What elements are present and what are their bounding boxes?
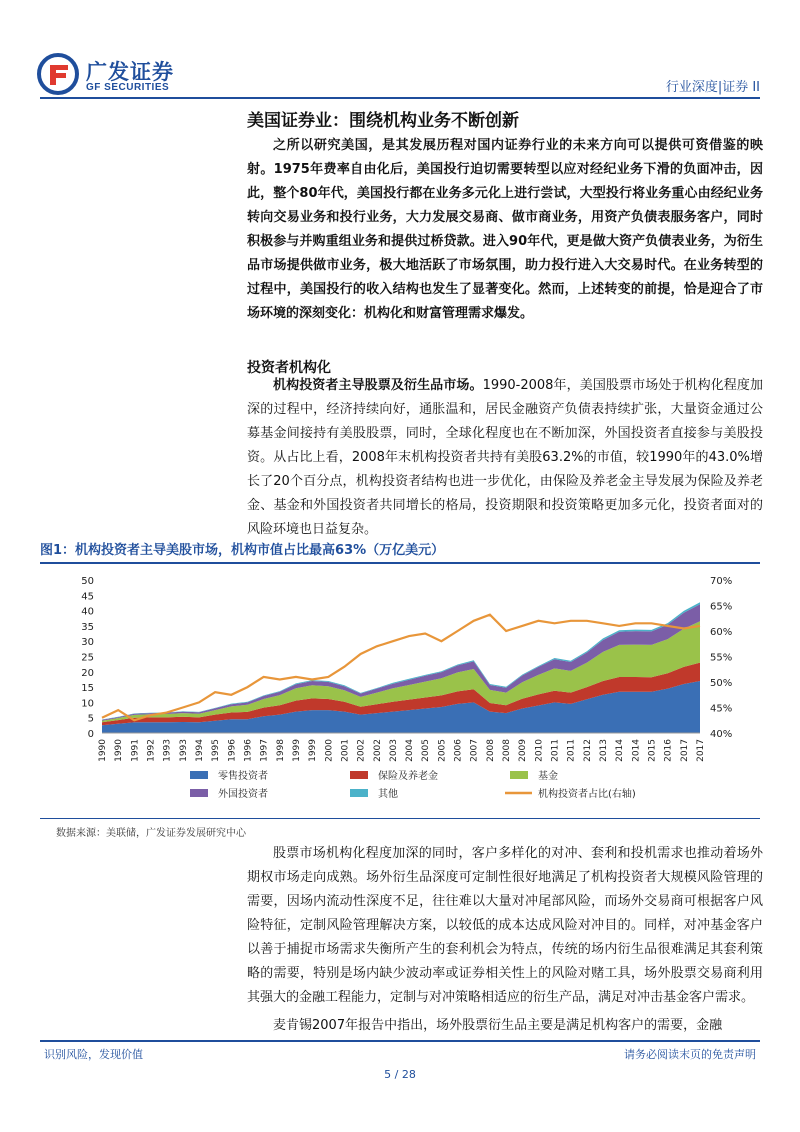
x-tick-label: 2005: [421, 739, 432, 762]
lead-body: 1990-2008年，美国股票市场处于机构化程度加深的过程中，经济持续向好，通胀温和，居民金融资产负债表持续扩张，大量资金通过公募基金间接持有美股股票，同时，全球化程度也在不断加深，外国投资者直接参与美股投资。从占比上看，2008年末机构投资者共持有美股63.2%的市值，较1990年的43.0%增长了20个百分点，机构投资者结构也进一步优化，由保险及养老金主导发展为保险及养老金、基金和外国投资者共同增长的格局，投资期限和投资策略更加多元化，投资者面对的风险环境也日益复杂。: [247, 378, 763, 537]
x-tick-label: 1999: [308, 739, 319, 762]
x-tick-label: 2017: [696, 739, 706, 762]
figure-top-rule: [40, 562, 760, 564]
y-tick-label: 40: [81, 606, 94, 618]
x-tick-label: 1993: [178, 739, 189, 762]
x-tick-label: 2011: [550, 739, 561, 762]
x-tick-label: 2010: [534, 739, 545, 762]
legend-swatch: [190, 771, 208, 779]
y-tick-label: 50: [81, 576, 94, 587]
y2-tick-label: 60%: [710, 627, 733, 638]
x-tick-label: 1995: [211, 739, 222, 762]
legend-swatch: [350, 789, 368, 797]
header-divider: [40, 97, 760, 99]
y2-tick-label: 45%: [710, 703, 733, 715]
x-tick-label: 1991: [130, 739, 141, 762]
x-tick-label: 2008: [502, 739, 513, 762]
report-category: 行业深度|证券 II: [665, 80, 760, 95]
lead-sentence: 机构投资者主导股票及衍生品市场。: [273, 378, 483, 393]
y2-tick-label: 50%: [710, 678, 733, 689]
section-title: 美国证券业：围绕机构业务不断创新: [247, 111, 519, 131]
brand-name: 广发证券: [86, 60, 174, 84]
y-tick-label: 25: [81, 652, 94, 664]
y-tick-label: 35: [81, 621, 94, 633]
x-tick-label: 2013: [599, 739, 610, 762]
x-tick-label: 2015: [647, 739, 658, 762]
legend-label: 机构投资者占比(右轴): [538, 789, 636, 800]
x-tick-label: 1993: [162, 739, 173, 762]
x-tick-label: 2008: [485, 739, 496, 762]
legend-swatch: [190, 789, 208, 797]
y-tick-label: 10: [81, 698, 94, 710]
footer-slogan: 识别风险，发现价值: [44, 1048, 143, 1061]
y-tick-label: 30: [81, 637, 94, 649]
x-tick-label: 2014: [615, 739, 626, 762]
x-tick-label: 2000: [324, 739, 335, 762]
body-paragraph-1: 股票市场机构化程度加深的同时，客户多样化的对冲、套利和投机需求也推动着场外期权市场走向成熟。场外衍生品深度可定制性很好地满足了机构投资者大规模风险管理的需要，因场内流动性深度不足，往往难以大量对冲尾部风险，而场外交易商可根据客户风险特征，定制风险管理解决方案，以较低的成本达成风险对冲目的。同样，对冲基金客户以善于捕捉市场需求失衡所产生的套利机会为特点，传统的场内衍生品很难满足其套利策略的需要，特别是场内缺少波动率或证券相关性上的风险对赌工具，场外股票交易商利用其强大的金融工程能力，定制与对冲策略相适应的衍生产品，满足对冲击基金客户需求。: [247, 846, 763, 1005]
x-tick-label: 2002: [356, 739, 367, 762]
x-tick-label: 1994: [194, 739, 205, 762]
legend-label: 基金: [538, 771, 558, 782]
legend-label: 其他: [378, 789, 398, 800]
subsection-paragraph: [247, 374, 763, 542]
x-tick-label: 2007: [469, 739, 480, 762]
y2-tick-label: 70%: [710, 576, 733, 587]
x-tick-label: 1996: [227, 739, 238, 762]
stacked-area-chart: [40, 566, 760, 814]
x-tick-label: 2003: [388, 739, 399, 762]
x-tick-label: 1990: [98, 739, 108, 762]
x-tick-label: 1997: [259, 739, 270, 762]
x-tick-label: 1998: [275, 739, 286, 762]
x-tick-label: 1990: [114, 739, 125, 762]
x-tick-label: 2005: [437, 739, 448, 762]
x-tick-label: 2002: [372, 739, 383, 762]
body-paragraph-2: 麦肯锡2007年报告中指出，场外股票衍生品主要是满足机构客户的需要，金融: [273, 1018, 723, 1033]
x-tick-label: 2001: [340, 739, 351, 762]
footer-disclaimer: 请务必阅读末页的免责声明: [624, 1048, 756, 1061]
intro-paragraph: 之所以研究美国，是其发展历程对国内证券行业的未来方向可以提供可资借鉴的映射。1975年费率自由化后，美国投行迫切需要转型以应对经纪业务下滑的负面冲击，因此，整个80年代，美国投行都在业务多元化上进行尝试，大型投行将业务重心由经纪业务转向交易业务和投行业务，大力发展交易商、做市商业务，用资产负债表服务客户，同时积极参与并购重组业务和提供过桥贷款。进入90年代，更是做大资产负债表业务，为衍生品市场提供做市业务，极大地活跃了市场氛围，助力投行进入大交易时代。在业务转型的过程中，美国投行的收入结构也发生了显著变化。然而，上述转变的前提，恰是迎合了市场环境的深刻变化：机构化和财富管理需求爆发。: [247, 138, 763, 321]
x-tick-label: 2016: [663, 739, 674, 762]
x-tick-label: 1996: [243, 739, 254, 762]
x-tick-label: 1992: [146, 739, 157, 762]
y-tick-label: 15: [81, 683, 94, 695]
figure-bottom-rule: [40, 818, 760, 819]
legend-label: 外国投资者: [218, 789, 268, 800]
x-tick-label: 2006: [453, 739, 464, 762]
footer-divider: [40, 1040, 760, 1042]
figure-title: 图1：机构投资者主导美股市场，机构市值占比最高63%（万亿美元）: [40, 543, 445, 558]
page-number: 5 / 28: [384, 1068, 416, 1081]
x-tick-label: 2017: [679, 739, 690, 762]
y2-tick-label: 65%: [710, 601, 733, 613]
x-tick-label: 1999: [291, 739, 302, 762]
figure-source: 数据来源：美联储，广发证券发展研究中心: [56, 828, 246, 839]
legend-swatch: [350, 771, 368, 779]
x-tick-label: 2012: [582, 739, 593, 762]
x-tick-label: 2004: [405, 739, 416, 762]
x-tick-label: 2011: [566, 739, 577, 762]
subsection-title: 投资者机构化: [247, 360, 331, 376]
x-tick-label: 2014: [631, 739, 642, 762]
y-tick-label: 45: [81, 591, 94, 603]
legend-label: 零售投资者: [218, 771, 268, 782]
legend-swatch: [510, 771, 528, 779]
y2-tick-label: 40%: [710, 729, 733, 740]
y-tick-label: 0: [87, 729, 94, 740]
legend-label: 保险及养老金: [378, 771, 438, 782]
y-tick-label: 20: [81, 667, 94, 679]
y-tick-label: 5: [87, 713, 94, 725]
y2-tick-label: 55%: [710, 652, 733, 664]
x-tick-label: 2009: [518, 739, 529, 762]
brand-name-en: GF SECURITIES: [86, 82, 170, 93]
